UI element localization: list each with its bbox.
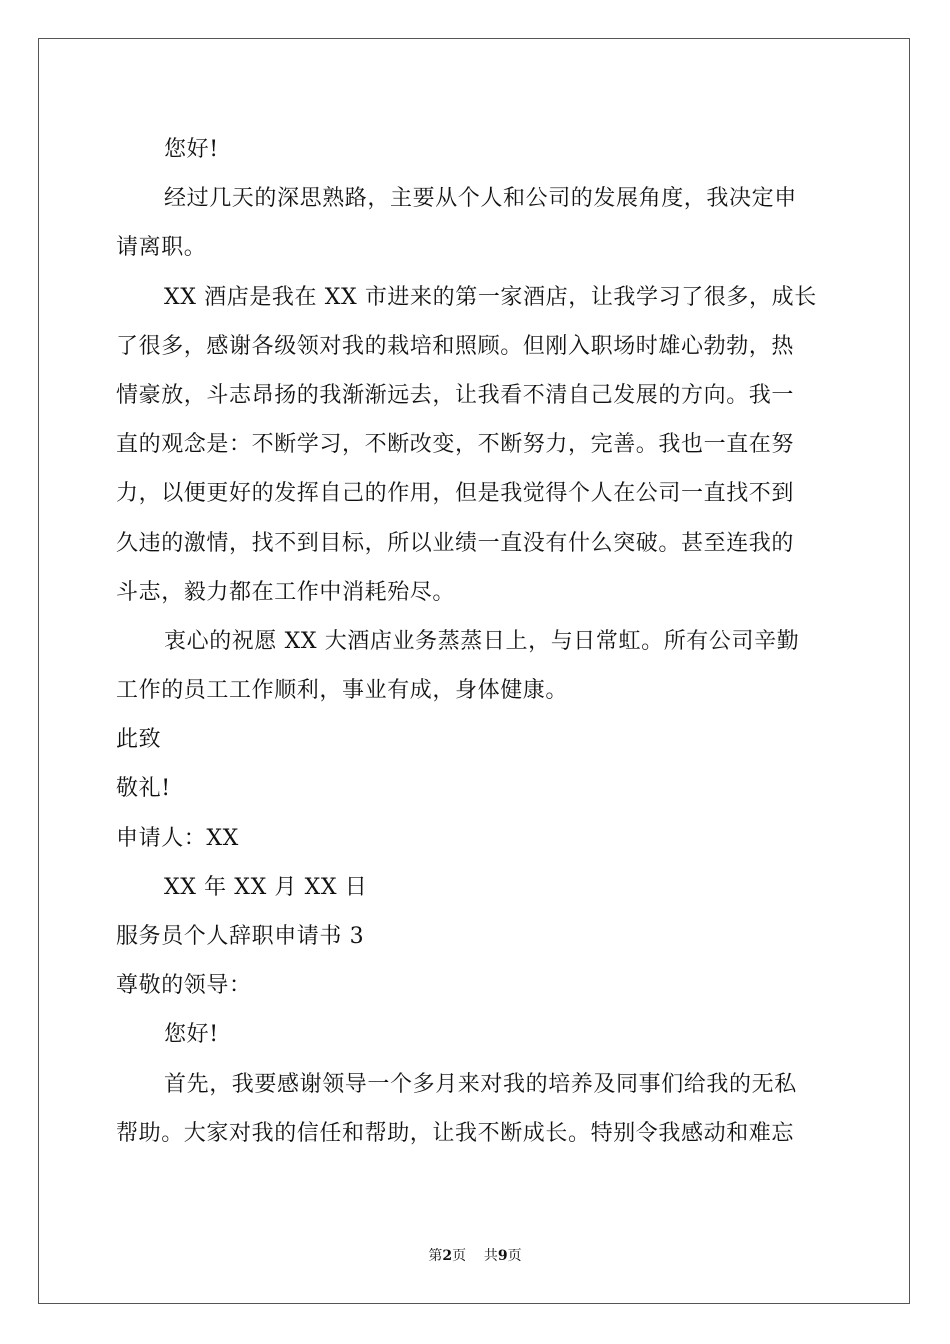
total-pages-number: 9 (497, 1248, 508, 1264)
text-line: 经过几天的深思熟路，主要从个人和公司的发展角度，我决定申 (164, 186, 797, 212)
document-body (116, 125, 836, 1158)
text-line: 直的观念是：不断学习，不断改变，不断努力，完善。我也一直在努 (116, 432, 795, 458)
text-line: 帮助。大家对我的信任和帮助，让我不断成长。特别令我感动和难忘 (116, 1120, 795, 1146)
date-line: XX 年 XX 月 XX 日 (164, 874, 368, 900)
text-line: XX 酒店是我在 XX 市进来的第一家酒店，让我学习了很多，成长 (164, 284, 817, 310)
text-line: 工作的员工工作顺利，事业有成，身体健康。 (116, 678, 569, 704)
text-line: 力，以便更好的发挥自己的作用，但是我觉得个人在公司一直找不到 (116, 481, 795, 507)
page-footer (0, 1246, 950, 1266)
salutation-line: 尊敬的领导： (116, 973, 252, 999)
closing-line: 此致 (116, 727, 162, 753)
text-line: 斗志，毅力都在工作中消耗殆尽。 (116, 579, 456, 605)
footer-prefix: 第 (428, 1248, 443, 1264)
section-title: 服务员个人辞职申请书 3 (116, 924, 365, 949)
footer-middle: 页 共 (452, 1248, 498, 1264)
text-line: 了很多，感谢各级领对我的栽培和照顾。但刚入职场时雄心勃勃，热 (116, 333, 795, 359)
current-page-number: 2 (442, 1248, 453, 1264)
footer-suffix: 页 (507, 1248, 522, 1264)
text-line: 请离职。 (116, 235, 207, 261)
text-line: 衷心的祝愿 XX 大酒店业务蒸蒸日上，与日常虹。所有公司辛勤 (164, 628, 800, 654)
text-line: 您好! (164, 137, 219, 162)
applicant-line: 申请人：XX (116, 825, 239, 851)
closing-line: 敬礼! (116, 776, 171, 802)
text-line: 首先，我要感谢领导一个多月来对我的培养及同事们给我的无私 (164, 1071, 797, 1097)
text-line: 情豪放，斗志昂扬的我渐渐远去，让我看不清自己发展的方向。我一 (116, 382, 795, 408)
text-line: 久违的激情，找不到目标，所以业绩一直没有什么突破。甚至连我的 (116, 530, 795, 556)
text-line: 您好! (164, 1022, 219, 1048)
